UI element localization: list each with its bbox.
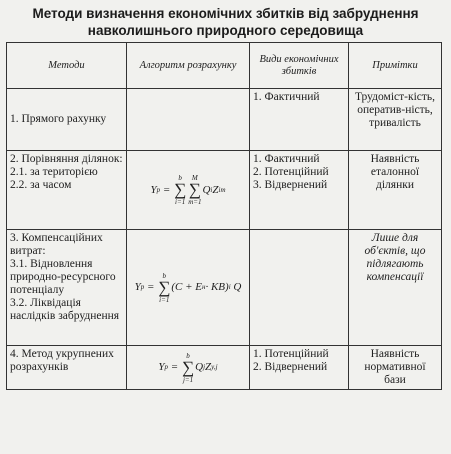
type-line: 2. Потенційний bbox=[253, 166, 329, 178]
formula-lhs: Y bbox=[134, 281, 141, 293]
formula-cell bbox=[127, 230, 250, 346]
formula-lhs-sub: p bbox=[156, 185, 161, 194]
method-line: 2. Порівняння ділянок: bbox=[10, 153, 123, 165]
sum-upper: b bbox=[178, 174, 182, 182]
formula-lhs: Y bbox=[158, 361, 165, 373]
method-line: 3.2. Ліквідація наслідків забруднення bbox=[10, 297, 120, 322]
note-line: еталонної bbox=[370, 166, 420, 178]
sum-upper: b bbox=[186, 351, 190, 360]
formula-term-sub: j bbox=[203, 363, 206, 371]
title-line-2: навколишнього природного середовища bbox=[87, 23, 364, 38]
formula-lhs-sub: p bbox=[140, 283, 145, 291]
method-line: 3.1. Відновлення природно-ресурсного потенціалу bbox=[10, 258, 116, 296]
formula-direct-comparison: Y p = b ∑ i=1 M ∑ m=1 Q i Z im bbox=[150, 174, 226, 206]
note-line: Лише для bbox=[371, 232, 419, 244]
formula-term: Q bbox=[195, 361, 204, 373]
header-types: Види економічних збитків bbox=[250, 43, 349, 89]
formula-body2: · KB) bbox=[205, 281, 229, 293]
formula-body2-sub: i bbox=[228, 283, 231, 291]
sum-symbol: M ∑ m=1 bbox=[188, 174, 202, 206]
page-title bbox=[0, 5, 451, 39]
method-cell bbox=[7, 89, 127, 151]
sum-symbol: b ∑ i=1 bbox=[158, 271, 171, 304]
header-methods: Методи bbox=[7, 43, 127, 89]
method-line: 3. Компенсаційних витрат: bbox=[10, 232, 103, 257]
type-line: 2. Відвернений bbox=[253, 361, 328, 373]
note-line: Наявність bbox=[370, 348, 420, 360]
formula-body-sub: н bbox=[201, 283, 206, 291]
formula-term2-sub: y,j bbox=[211, 363, 218, 371]
formula-aggregated: Y p = b ∑ j=1 Q j Z y,j bbox=[158, 351, 218, 384]
table-row bbox=[7, 230, 442, 346]
method-line: 2.2. за часом bbox=[10, 179, 72, 191]
note-line: ділянки bbox=[376, 179, 414, 191]
sum-lower: i=1 bbox=[159, 295, 170, 304]
type-line: 1. Фактичний bbox=[253, 153, 320, 165]
method-cell bbox=[7, 230, 127, 346]
note-line: Трудоміст-кість, bbox=[354, 91, 436, 103]
note-line: Наявність bbox=[370, 153, 420, 165]
notes-cell bbox=[349, 151, 442, 230]
table-row bbox=[7, 346, 442, 390]
sum-lower: i=1 bbox=[175, 198, 186, 206]
method-cell bbox=[7, 151, 127, 230]
methods-table bbox=[6, 42, 442, 390]
formula-compensation: Y p = b ∑ i=1 (C + E н · KB) i Q bbox=[134, 271, 242, 304]
table-row bbox=[7, 89, 442, 151]
formula-term: Q bbox=[202, 183, 211, 196]
header-algorithm: Алгоритм розрахунку bbox=[127, 43, 250, 89]
method-line: 4. Метод укрупнених розрахунків bbox=[10, 348, 114, 373]
note-line: тривалість bbox=[369, 117, 421, 129]
note-line: об'єктів, що bbox=[364, 245, 426, 257]
formula-lhs-sub: p bbox=[164, 363, 169, 371]
title-line-1: Методи визначення економічних збитків від забруднення bbox=[32, 6, 419, 21]
note-line: оператив-ність, bbox=[357, 104, 433, 116]
types-cell bbox=[250, 89, 349, 151]
sum-upper: b bbox=[162, 271, 167, 280]
table-row bbox=[7, 151, 442, 230]
type-line: 1. Потенційний bbox=[253, 348, 329, 360]
header-notes: Примітки bbox=[349, 43, 442, 89]
sum-symbol: b ∑ j=1 bbox=[181, 351, 195, 384]
note-line: бази bbox=[384, 374, 406, 386]
formula-cell bbox=[127, 346, 250, 390]
notes-cell bbox=[349, 230, 442, 346]
formula-cell bbox=[127, 151, 250, 230]
formula-term2: Z bbox=[205, 361, 212, 373]
sum-upper: M bbox=[191, 174, 198, 182]
formula-term-sub: i bbox=[210, 185, 213, 194]
sum-symbol: b ∑ i=1 bbox=[174, 174, 187, 206]
types-cell bbox=[250, 230, 349, 346]
note-line: компенсації bbox=[366, 271, 424, 283]
formula-lhs: Y bbox=[150, 183, 157, 196]
type-line: 3. Відвернений bbox=[253, 179, 328, 191]
sum-lower: j=1 bbox=[182, 375, 194, 384]
formula-body: (C + E bbox=[171, 281, 202, 293]
formula-tail: Q bbox=[233, 281, 242, 293]
formula-term2: Z bbox=[212, 183, 219, 196]
notes-cell bbox=[349, 89, 442, 151]
method-line: 1. Прямого рахунку bbox=[10, 113, 107, 125]
method-line: 2.1. за територією bbox=[10, 166, 98, 178]
note-line: підлягають bbox=[366, 258, 424, 270]
formula-term2-sub: im bbox=[218, 185, 226, 194]
note-line: нормативної bbox=[364, 361, 426, 373]
formula-cell bbox=[127, 89, 250, 151]
type-line: 1. Фактичний bbox=[253, 91, 320, 103]
types-cell bbox=[250, 346, 349, 390]
notes-cell bbox=[349, 346, 442, 390]
types-cell bbox=[250, 151, 349, 230]
method-cell bbox=[7, 346, 127, 390]
table-header-row bbox=[7, 43, 442, 89]
sum-lower: m=1 bbox=[188, 198, 202, 206]
